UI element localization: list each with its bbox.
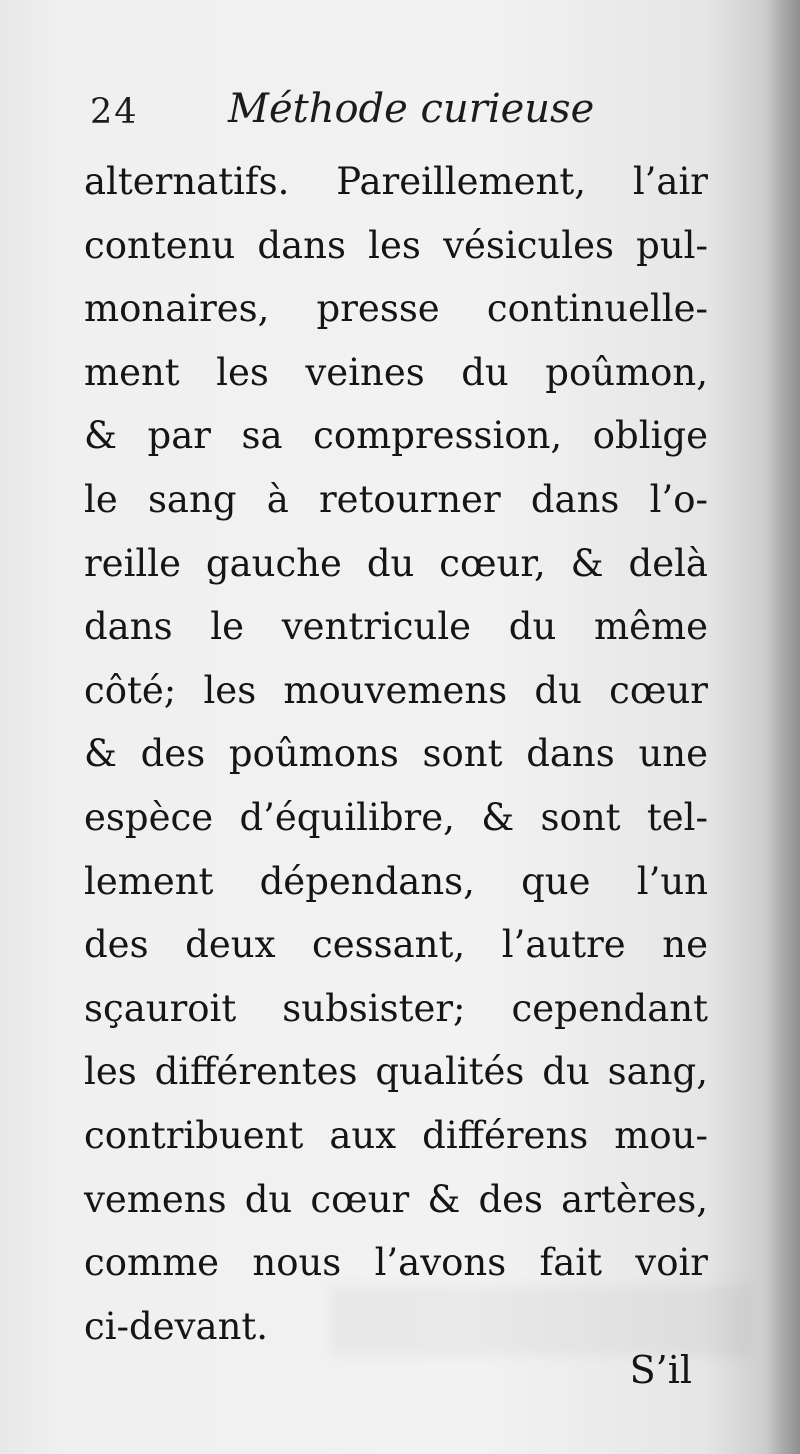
text-line: & des poûmons sont dans une [84,732,708,776]
text-line: espèce d’équilibre, & sont tel- [84,795,708,839]
text-line: des deux cessant, l’autre ne [84,923,708,967]
page-gutter-shadow [766,0,800,1454]
page-number: 24 [90,92,139,132]
page-header [90,86,650,138]
running-title: Méthode curieuse [228,86,595,132]
text-line: comme nous l’avons fait voir [84,1241,708,1285]
text-line: ment les veines du poûmon, [84,350,708,394]
text-line: vemens du cœur & des artères, [84,1177,708,1221]
text-line: reille gauche du cœur, & delà [84,541,708,585]
catchword: S’il [629,1348,692,1392]
body-text [84,150,708,1358]
text-line: côté; les mouvemens du cœur [84,668,708,712]
text-line: alternatifs. Pareillement, l’air [84,160,708,203]
text-line: contenu dans les vésicules pul- [84,223,708,267]
text-line: lement dépendans, que l’un [84,859,708,903]
text-line: dans le ventricule du même [84,605,708,649]
text-line: les différentes qualités du sang, [84,1050,708,1094]
text-line: ci-devant. [84,1304,269,1348]
text-line: monaires, presse continuelle- [84,287,708,331]
text-line: & par sa compression, oblige [84,414,708,458]
text-line: le sang à retourner dans l’o- [84,477,708,521]
text-line: sçauroit subsister; cependant [84,986,708,1030]
text-line: contribuent aux différens mou- [84,1113,708,1157]
